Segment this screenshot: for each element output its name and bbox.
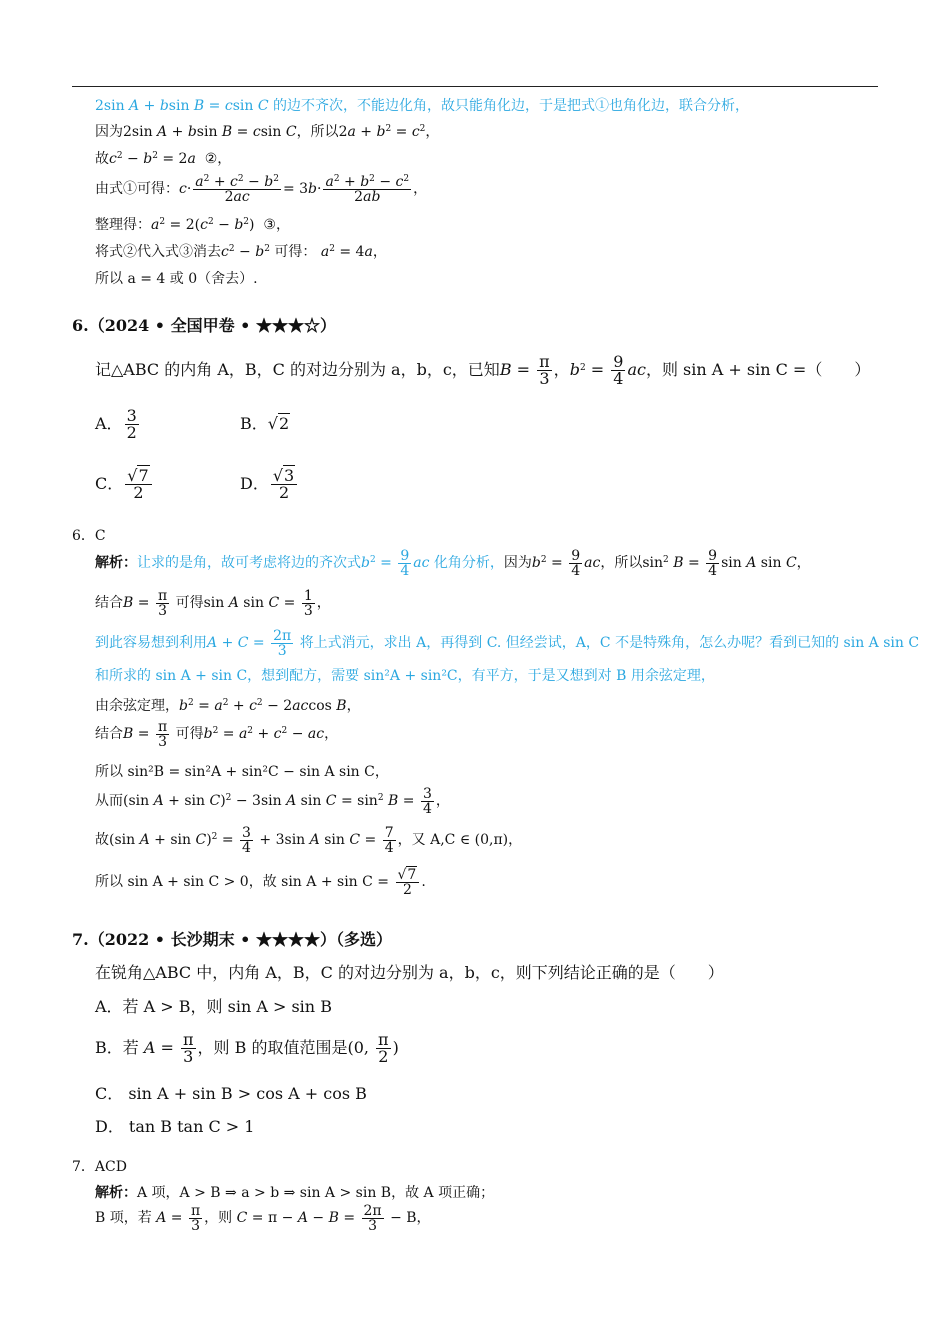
q7-answer: 7．ACD [72,1159,127,1175]
q7-header: 7.（2022 • 长沙期末 • ★★★★）（多选） [72,930,392,949]
derivation-line-5: 将式②代入式③消去$c^2 - b^2$ 可得： $a^2 = 4a$， [95,244,387,260]
hint-text: 的边不齐次，不能边化角，故只能角化边，于是把式①也角化边，联合分析， [273,98,750,114]
q6-header: 6.（2024 • 全国甲卷 • ★★★☆） [72,316,336,335]
q7-option-a[interactable]: A．若 A > B，则 sin A > sin B [95,997,332,1016]
q6-solution-2: 结合B = $\frac{\pi}{3}$ 可得sin A sin C = $\frac{1}{3}$ ， [95,587,331,619]
derivation-line-3: 由式①可得：c· $\frac{a^2 + c^2 - b^2}{2ac}$ = 3b· $\frac{a^2 + b^2 - c^2}{2ab}$ ， [95,173,428,205]
hint-line: 2sin A + bsin B = csin C 的边不齐次，不能边化角，故只能角化边，于是把式①也角化边，联合分析， [95,98,750,114]
q7-stem: 在锐角△ABC 中，内角 A，B，C 的对边分别为 a，b，c，则下列结论正确的是（ ） [95,963,724,982]
q6-stem: 记△ABC 的内角 A，B，C 的对边分别为 a，b，c，已知B = $\frac{\pi}{3}$ ，$b^2$ = $\frac{9}{4}$ ac，则 sin A + sin C =（ ） [95,352,871,388]
q6-option-d[interactable]: D． $\frac{√3}{2}$ [240,462,299,506]
derivation-line-2: 故$c^2 - b^2 = 2a$ ②， [95,151,232,167]
q7-option-d[interactable]: D． tan B tan C > 1 [95,1117,255,1136]
q6-answer: 6．C [72,528,106,544]
q6-option-b[interactable]: B．√2 [240,414,290,433]
q6-solution-6: 从而(sin A + sin C)$^2$ − 3sin A $\sin C = \sin^2 B$ = $\frac{3}{4}$ ， [95,785,450,817]
q6-solution-4: 结合B = $\frac{\pi}{3}$ 可得$b^2 = a^2 + c^2$ − ac， [95,718,339,750]
q7-option-b[interactable]: B．若 A = $\frac{\pi}{3}$ ，则 B 的取值范围是(0, $\frac{\pi}{2}$ ) [95,1030,399,1066]
header-rule [72,86,878,87]
q6-hint-2: 到此容易想到利用A + C = $\frac{2\pi}{3}$ 将上式消元，求出 A，再得到 C. 但经尝试，A，C 不是特殊角，怎么办呢？看到已知的 sin A sin C [95,627,920,659]
q6-solution-3: 由余弦定理，$b^2 = a^2 + c^2 - 2accos$ B， [95,698,361,714]
q7-solution-2: B 项，若 A = $\frac{\pi}{3}$ ，则 C = π − A − B = $\frac{2\pi}{3}$ − B， [95,1202,431,1234]
q6-solution-7: 故(sin A + sin C)$^2$ = $\frac{3}{4}$ + 3sin A sin C = $\frac{7}{4}$ ，又 A,C ∈ (0,π)， [95,824,523,856]
q6-solution-5: 所以 sin²B = sin²A + sin²C − sin A sin C， [95,764,389,780]
derivation-line-6: 所以 a = 4 或 0（舍去）. [95,271,258,287]
derivation-line-1: 因为2sin A + bsin B = csin C，所以$2a + b^2 = c^2$， [95,124,440,140]
q6-solution-8: 所以 sin A + sin C > 0，故 sin A + sin C = $\frac{√7}{2}$ . [95,866,426,898]
q6-option-c[interactable]: C． $\frac{√7}{2}$ [95,462,154,506]
derivation-line-4: 整理得：$a^2 = 2(c^2 - b^2)$ ③， [95,217,290,233]
q6-solution-1: 解析：让求的是角，故可考虑将边的齐次式$b^2$ = $\frac{9}{4}$ ac 化角分析，因为$b^2$ = $\frac{9}{4}$ ac，所以$\sin^2 B$ = $\frac{9}{4}$ sin A sin C， [95,547,811,579]
q6-option-a[interactable]: A． $\frac{3}{2}$ [95,406,137,442]
q6-hint-3: 和所求的 sin A + sin C，想到配方，需要 sin²A + sin²C，有平方，于是又想到对 B 用余弦定理， [95,668,715,684]
q7-solution-1: 解析：A 项，A > B ⇒ a > b ⇒ sin A > sin B，故 A 项正确； [95,1185,495,1201]
q7-option-c[interactable]: C． sin A + sin B > cos A + cos B [95,1084,367,1103]
